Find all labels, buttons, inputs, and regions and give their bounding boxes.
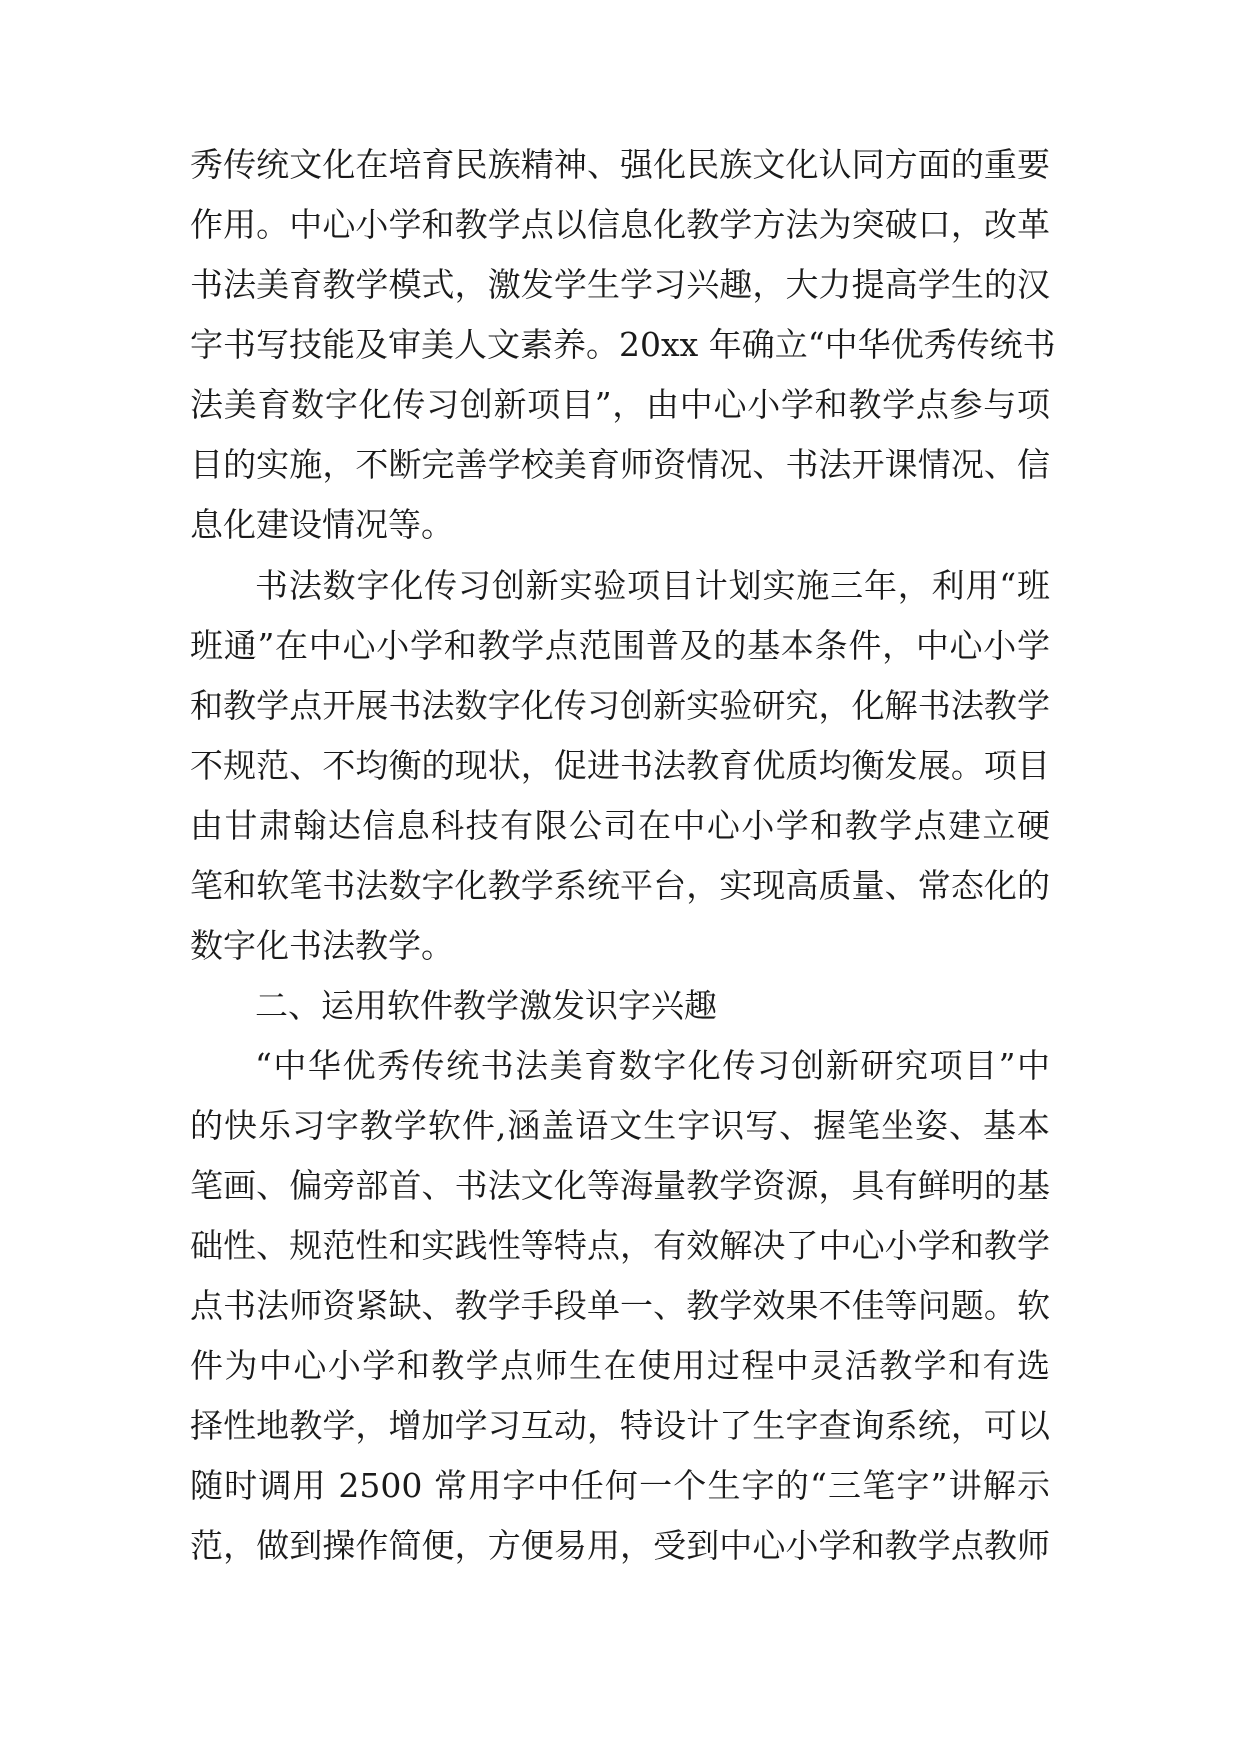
body-text-line: 的快乐习字教学软件,涵盖语文生字识写、握笔坐姿、基本: [190, 1106, 1050, 1145]
body-text-line: 数字化书法教学。: [190, 926, 454, 965]
body-text-line: 目的实施，不断完善学校美育师资情况、书法开课情况、信: [190, 445, 1050, 484]
body-text-line: 书法美育教学模式，激发学生学习兴趣，大力提高学生的汉: [190, 265, 1050, 304]
paragraph-first-line: “中华优秀传统书法美育数字化传习创新研究项目”中: [255, 1046, 1050, 1085]
body-text-line: 秀传统文化在培育民族精神、强化民族文化认同方面的重要: [190, 145, 1050, 184]
body-text-line: 班通”在中心小学和教学点范围普及的基本条件，中心小学: [190, 626, 1050, 665]
body-text-line: 字书写技能及审美人文素养。20xx 年确立“中华优秀传统书: [190, 325, 1056, 364]
body-text-line: 笔和软笔书法数字化教学系统平台，实现高质量、常态化的: [190, 866, 1050, 905]
body-text-line: 择性地教学，增加学习互动，特设计了生字查询系统，可以: [190, 1406, 1050, 1445]
body-text-line: 息化建设情况等。: [190, 505, 454, 544]
body-text-line: 笔画、偏旁部首、书法文化等海量教学资源，具有鲜明的基: [190, 1166, 1050, 1205]
paragraph-first-line: 书法数字化传习创新实验项目计划实施三年，利用“班: [255, 566, 1050, 605]
body-text-line: 随时调用 2500 常用字中任何一个生字的“三笔字”讲解示: [190, 1466, 1051, 1505]
body-text-line: 作用。中心小学和教学点以信息化教学方法为突破口，改革: [190, 205, 1050, 244]
body-text-line: 础性、规范性和实践性等特点，有效解决了中心小学和教学: [190, 1226, 1050, 1265]
section-heading: 二、运用软件教学激发识字兴趣: [255, 986, 717, 1025]
body-text-line: 点书法师资紧缺、教学手段单一、教学效果不佳等问题。软: [190, 1286, 1050, 1325]
body-text-line: 和教学点开展书法数字化传习创新实验研究，化解书法教学: [190, 686, 1050, 725]
body-text-line: 范，做到操作简便，方便易用，受到中心小学和教学点教师: [190, 1526, 1050, 1565]
body-text-line: 不规范、不均衡的现状，促进书法教育优质均衡发展。项目: [190, 746, 1050, 785]
body-text-line: 由甘肃翰达信息科技有限公司在中心小学和教学点建立硬: [190, 806, 1050, 845]
body-text-line: 件为中心小学和教学点师生在使用过程中灵活教学和有选: [190, 1346, 1050, 1385]
body-text-line: 法美育数字化传习创新项目”，由中心小学和教学点参与项: [190, 385, 1050, 424]
